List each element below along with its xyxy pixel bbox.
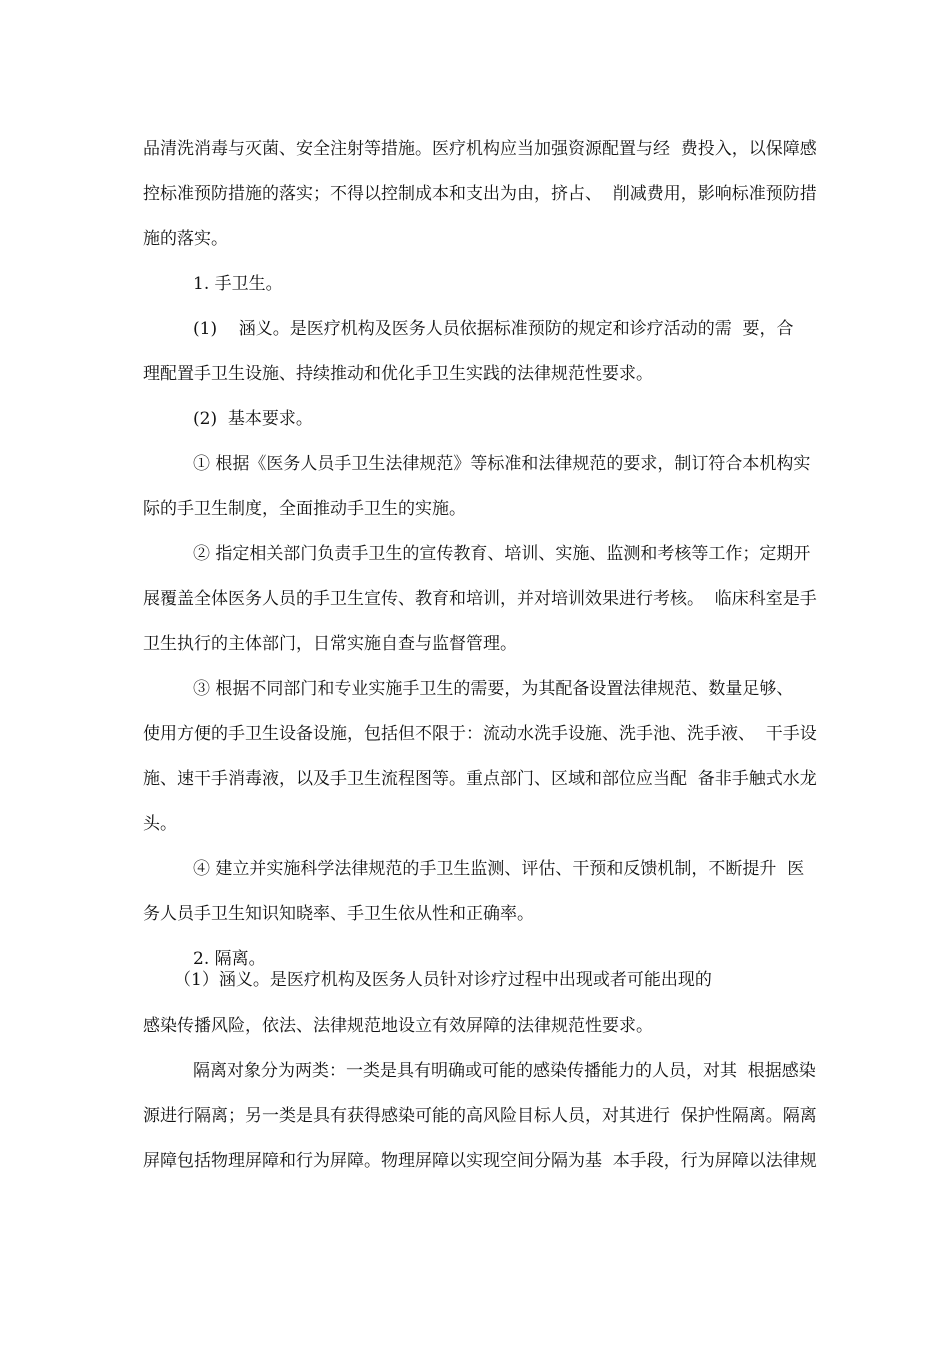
text-line: 感染传播风险，依法、法律规范地设立有效屏障的法律规范性要求。 [143, 1016, 653, 1036]
text-line: 屏障包括物理屏障和行为屏障。物理屏障以实现空间分隔为基 本手段，行为屏障以法律规 [143, 1151, 817, 1171]
text-line: 理配置手卫生设施、持续推动和优化手卫生实践的法律规范性要求。 [143, 364, 653, 384]
text-line: 头。 [143, 814, 177, 834]
text-line: 卫生执行的主体部门，日常实施自查与监督管理。 [143, 634, 517, 654]
text-line: 控标准预防措施的落实；不得以控制成本和支出为由，挤占、 削减费用，影响标准预防措 [143, 184, 817, 204]
text-line: 品清洗消毒与灭菌、安全注射等措施。医疗机构应当加强资源配置与经 费投入，以保障感 [143, 139, 817, 159]
section-heading: 2. 隔离。 [193, 949, 266, 969]
section-heading: 1. 手卫生。 [193, 274, 283, 294]
subsection-heading: (2) 基本要求。 [193, 409, 313, 429]
text-line: 施、速干手消毒液，以及手卫生流程图等。重点部门、区域和部位应当配 备非手触式水龙 [143, 769, 817, 789]
text-line: （1）涵义。是医疗机构及医务人员针对诊疗过程中出现或者可能出现的 [174, 970, 712, 990]
text-line: 隔离对象分为两类：一类是具有明确或可能的感染传播能力的人员，对其 根据感染 [193, 1061, 816, 1081]
text-line: (1) 涵义。是医疗机构及医务人员依据标准预防的规定和诊疗活动的需 要，合 [193, 319, 794, 339]
text-line: ③ 根据不同部门和专业实施手卫生的需要，为其配备设置法律规范、数量足够、 [193, 679, 794, 699]
text-line: 使用方便的手卫生设备设施，包括但不限于：流动水洗手设施、洗手池、洗手液、 干手设 [143, 724, 817, 744]
text-line: 务人员手卫生知识知晓率、手卫生依从性和正确率。 [143, 904, 534, 924]
text-line: 源进行隔离；另一类是具有获得感染可能的高风险目标人员，对其进行 保护性隔离。隔离 [143, 1106, 817, 1126]
text-line: 际的手卫生制度，全面推动手卫生的实施。 [143, 499, 466, 519]
text-line: ② 指定相关部门负责手卫生的宣传教育、培训、实施、监测和考核等工作；定期开 [193, 544, 811, 564]
text-line: ① 根据《医务人员手卫生法律规范》等标准和法律规范的要求，制订符合本机构实 [193, 454, 811, 474]
text-line: 施的落实。 [143, 229, 228, 249]
text-line: 展覆盖全体医务人员的手卫生宣传、教育和培训，并对培训效果进行考核。 临床科室是手 [143, 589, 817, 609]
text-line: ④ 建立并实施科学法律规范的手卫生监测、评估、干预和反馈机制，不断提升 医 [193, 859, 805, 879]
